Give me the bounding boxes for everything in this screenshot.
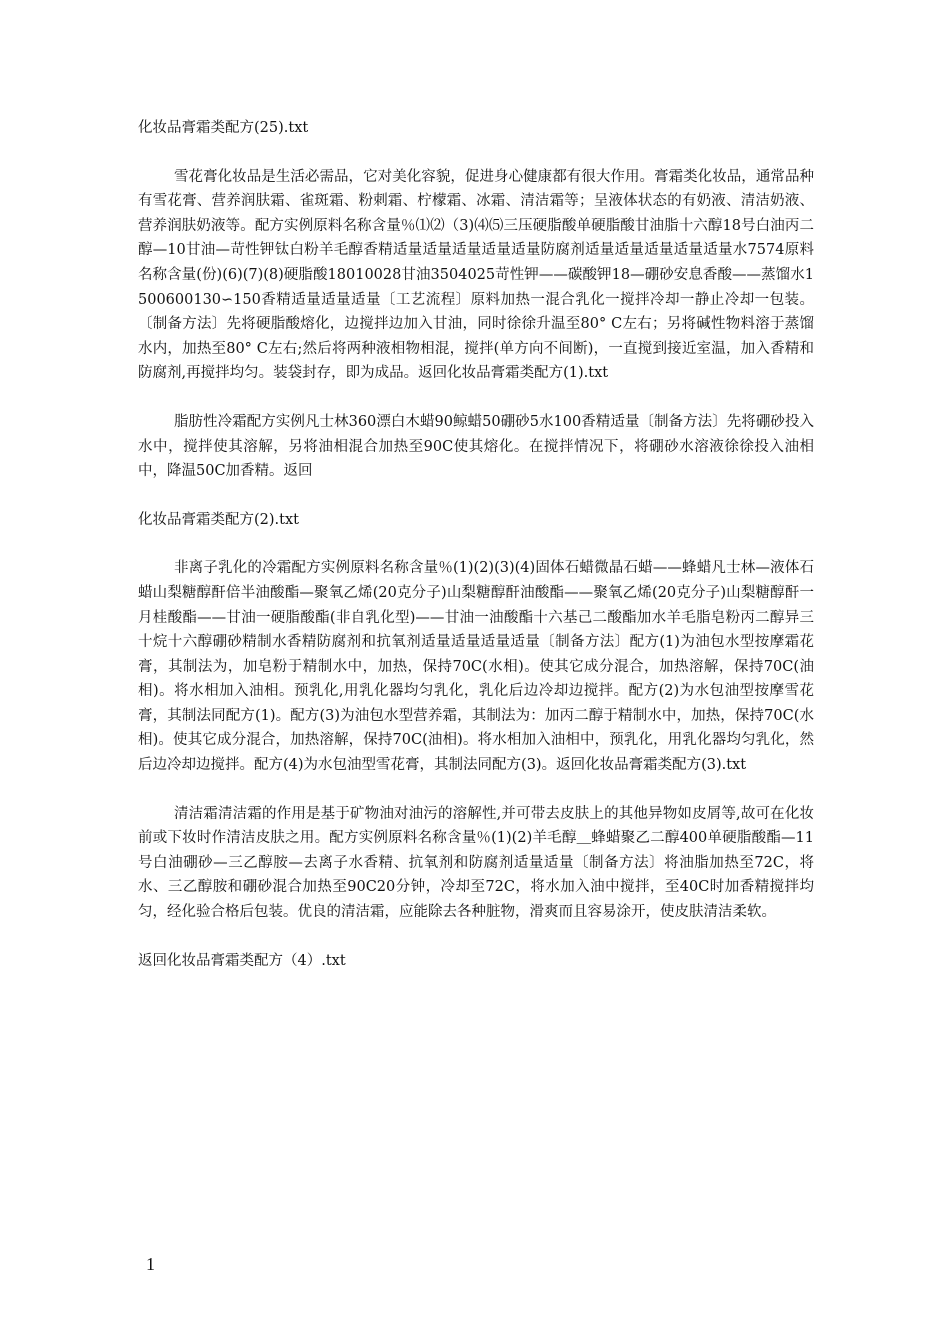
file-heading-4: 返回化妆品膏霜类配方（4）.txt [138, 952, 346, 969]
paragraph-fatty-cold-cream: 脂肪性冷霜配方实例凡士林360漂白木蜡90鲸蜡50硼砂5水100香精适量〔制备方法〕先将硼砂投入水中，搅拌使其溶解，另将油相混合加热至90C使其熔化。在搅拌情况下，将硼砂水溶液徐徐投入油相中，降温50C加香精。返回 [138, 413, 814, 480]
document-body [138, 116, 814, 973]
paragraph-nonionic-cold-cream: 非离子乳化的冷霜配方实例原料名称含量％(1)(2)(3)(4)固体石蜡微晶石蜡——蜂蜡凡士林—液体石蜡山梨糖醇酐倍半油酸酯—聚氧乙烯(20克分子)山梨糖醇酐油酸酯——聚氧乙烯(20克分子)山梨糖醇酐一月桂酸酯——甘油一硬脂酸酯(非自乳化型)——甘油一油酸酯十六基己二酸酯加水羊毛脂皂粉丙二醇异三十烷十六醇硼砂精制水香精防腐剂和抗氧剂适量适量适量适量〔制备方法〕配方(1)为油包水型按摩霜花膏，其制法为，加皂粉于精制水中，加热，保持70C(水相)。使其它成分混合，加热溶解，保持70C(油相)。将水相加入油相。预乳化,用乳化器均匀乳化，乳化后边冷却边搅拌。配方(2)为水包油型按摩雪花膏，其制法同配方(1)。配方(3)为油包水型营养霜，其制法为：加丙二醇于精制水中，加热，保持70C(水相)。使其它成分混合，加热溶解，保持70C(油相)。将水相加入油相中，预乳化，用乳化器均匀乳化，然后边冷却边搅拌。配方(4)为水包油型雪花膏，其制法同配方(3)。返回化妆品膏霜类配方(3).txt [138, 560, 814, 774]
file-heading-2: 化妆品膏霜类配方(2).txt [138, 511, 299, 528]
paragraph-cleansing-cream: 清洁霜清洁霜的作用是基于矿物油对油污的溶解性,并可带去皮肤上的其他异物如皮屑等,故可在化妆前或下妆时作清洁皮肤之用。配方实例原料名称含量％(1)(2)羊毛醇＿蜂蜡聚乙二醇400单硬脂酸酯—11号白油硼砂—三乙醇胺—去离子水香精、抗氧剂和防腐剂适量适量〔制备方法〕将油脂加热至72C，将水、三乙醇胺和硼砂混合加热至90C20分钟，冷却至72C，将水加入油中搅拌，至40C时加香精搅拌均匀，经化验合格后包装。优良的清洁霜，应能除去各种脏物，滑爽而且容易涂开，使皮肤清洁柔软。 [138, 805, 814, 921]
page-number: 1 [146, 1254, 155, 1274]
file-heading-25: 化妆品膏霜类配方(25).txt [138, 120, 309, 136]
paragraph-vanishing-cream: 雪花膏化妆品是生活必需品，它对美化容貌，促进身心健康都有很大作用。膏霜类化妆品，通常品种有雪花膏、营养润肤霜、雀斑霜、粉刺霜、柠檬霜、冰霜、清洁霜等；呈液体状态的有奶液、清洁奶液、营养润肤奶液等。配方实例原料名称含量％⑴⑵（3)⑷⑸三压硬脂酸单硬脂酸甘油脂十六醇18号白油丙二醇—10甘油—苛性钾钛白粉羊毛醇香精适量适量适量适量适量防腐剂适量适量适量适量适量水7574原料名称含量(份)(6)(7)(8)硬脂酸18010028甘油3504025苛性钾——碳酸钾18—硼砂安息香酸——蒸馏水1500600130∽150香精适量适量适量〔工艺流程〕原料加热一混合乳化一搅拌冷却一静止冷却一包装。〔制备方法〕先将硬脂酸熔化，边搅拌边加入甘油，同时徐徐升温至80° C左右；另将碱性物料溶于蒸馏水内，加热至80° C左右;然后将两种液相物相混，搅拌(单方向不间断)，一直搅到接近室温，加入香精和防腐剂,再搅拌均匀。装袋封存，即为成品。返回化妆品膏霜类配方(1).txt [138, 168, 814, 382]
